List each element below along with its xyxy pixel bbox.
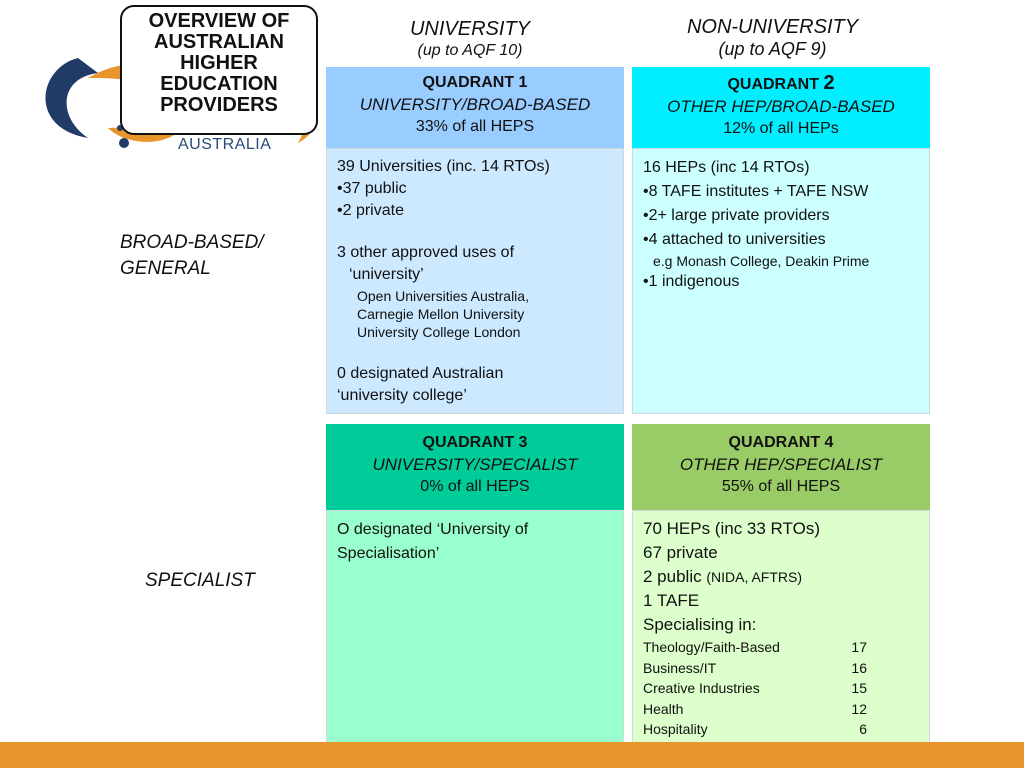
body-line: Specialising in: — [643, 615, 757, 634]
specialisation-count: 6 — [859, 721, 867, 737]
quadrant-title: QUADRANT 4 — [728, 434, 834, 451]
title-line: AUSTRALIAN — [154, 31, 284, 53]
body-line: •2+ large private providers — [643, 207, 830, 224]
quadrant-1-header — [326, 67, 624, 148]
column-title: UNIVERSITY — [409, 18, 531, 40]
quadrant-subtitle: UNIVERSITY/SPECIALIST — [372, 455, 578, 474]
quadrant-2 — [632, 67, 930, 414]
title-line: EDUCATION — [160, 73, 278, 95]
body-line: 16 HEPs (inc 14 RTOs) — [643, 159, 810, 176]
specialisation-row — [643, 699, 867, 720]
quadrant-1 — [326, 67, 624, 414]
body-line: 39 Universities (inc. 14 RTOs) — [337, 158, 550, 175]
column-title: NON-UNIVERSITY — [686, 16, 859, 38]
body-line: ‘university’ — [349, 266, 424, 283]
body-line-small: Carnegie Mellon University — [357, 306, 525, 322]
body-line: 0 designated Australian — [337, 365, 504, 382]
quadrant-subtitle: UNIVERSITY/BROAD-BASED — [359, 95, 591, 114]
specialisation-name: Business/IT — [643, 659, 717, 676]
body-line: 3 other approved uses of — [337, 244, 515, 261]
quadrant-title-number: 2 — [823, 72, 835, 94]
public-count: 2 public — [643, 567, 702, 586]
body-line: •4 attached to universities — [643, 231, 826, 248]
body-line: •37 public — [337, 180, 407, 197]
quadrant-share: 55% of all HEPS — [721, 478, 841, 495]
title-line: OVERVIEW OF — [148, 10, 290, 32]
quadrant-share: 0% of all HEPS — [420, 478, 530, 495]
quadrant-4-header — [632, 424, 930, 510]
column-heading-university — [380, 18, 560, 62]
quadrant-share: 12% of all HEPs — [723, 120, 839, 137]
column-heading-non-university — [660, 16, 885, 60]
body-line: 67 private — [643, 543, 718, 562]
specialisation-row — [643, 719, 867, 740]
quadrant-title-word: QUADRANT — [727, 76, 819, 93]
specialisation-name: Health — [643, 700, 684, 717]
logo-navy-swirl — [46, 58, 99, 138]
body-line: 1 TAFE — [643, 591, 700, 610]
body-line: 70 HEPs (inc 33 RTOs) — [643, 519, 820, 538]
public-note: (NIDA, AFTRS) — [706, 569, 803, 585]
quadrant-3 — [326, 424, 624, 761]
specialisation-count: 15 — [851, 680, 867, 696]
body-line: ‘university college’ — [337, 387, 467, 404]
body-line-small: Open Universities Australia, — [357, 288, 529, 304]
body-line-small: University College London — [357, 324, 521, 340]
quadrant-title: QUADRANT 1 — [422, 74, 528, 91]
row-label-broad-based — [120, 230, 264, 282]
page-title — [120, 5, 318, 135]
quadrant-2-header — [632, 67, 930, 148]
logo-dot — [119, 138, 129, 148]
title-line: HIGHER — [180, 52, 258, 74]
specialisation-row — [643, 637, 867, 658]
column-subtitle: (up to AQF 9) — [718, 39, 827, 59]
quadrant-2-body — [632, 148, 930, 414]
row-label-specialist: SPECIALIST — [145, 570, 255, 591]
body-line — [643, 565, 929, 589]
quadrant-3-header — [326, 424, 624, 510]
specialisation-count: 17 — [851, 639, 867, 655]
body-line-small: e.g Monash College, Deakin Prime — [653, 253, 870, 269]
specialisation-count: 16 — [851, 659, 867, 676]
quadrant-4 — [632, 424, 930, 761]
specialisation-row — [643, 678, 867, 699]
body-line: •1 indigenous — [643, 273, 740, 290]
quadrant-title — [632, 72, 930, 96]
body-line: Specialisation’ — [337, 545, 440, 562]
logo-text: AUSTRALIA — [178, 136, 272, 153]
specialisation-name: Creative Industries — [643, 680, 760, 696]
quadrant-title: QUADRANT 3 — [422, 434, 528, 451]
specialisation-name: Hospitality — [643, 721, 708, 737]
quadrant-subtitle: OTHER HEP/BROAD-BASED — [667, 97, 895, 116]
title-line: PROVIDERS — [160, 94, 278, 116]
row-label-line: GENERAL — [120, 258, 211, 279]
specialisation-row — [643, 658, 867, 679]
quadrant-share: 33% of all HEPS — [415, 118, 535, 135]
body-line: O designated ‘University of — [337, 521, 529, 538]
specialisation-count: 12 — [851, 700, 867, 717]
quadrant-subtitle: OTHER HEP/SPECIALIST — [679, 455, 883, 474]
column-subtitle: (up to AQF 10) — [417, 42, 523, 59]
bottom-accent-bar — [0, 742, 1024, 768]
body-line: •2 private — [337, 202, 404, 219]
row-label-line: BROAD-BASED/ — [120, 232, 264, 253]
quadrant-3-body — [326, 510, 624, 761]
body-line: •8 TAFE institutes + TAFE NSW — [643, 183, 869, 200]
quadrant-1-body — [326, 148, 624, 414]
specialisation-name: Theology/Faith-Based — [643, 639, 780, 655]
quadrant-4-body — [632, 510, 930, 761]
